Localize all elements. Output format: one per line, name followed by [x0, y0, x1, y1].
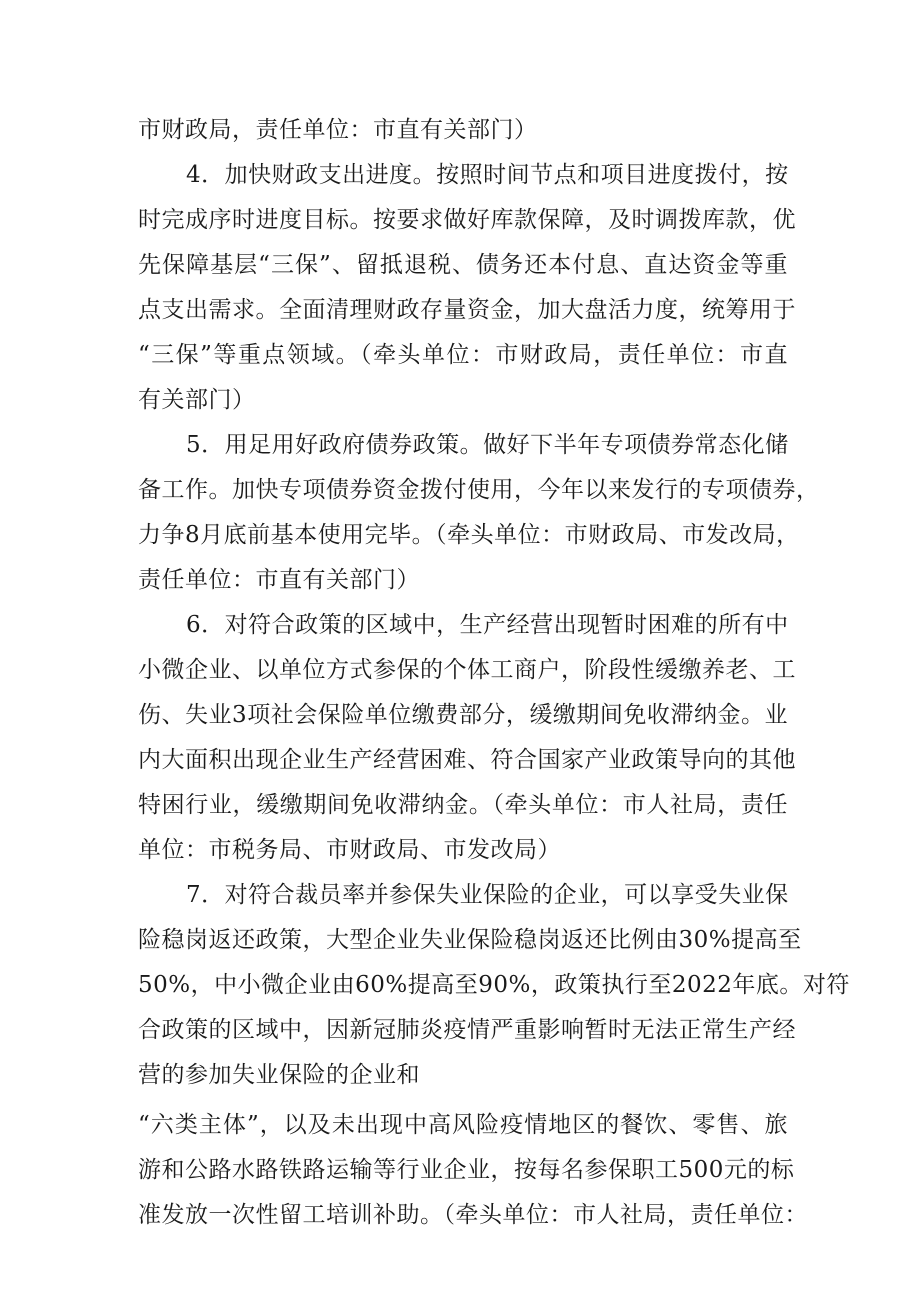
paragraph-4-heading-line: 4．加快财政支出进度。按照时间节点和项目进度拨付，按 [186, 162, 789, 188]
text-line: 市财政局，责任单位：市直有关部门） [138, 117, 538, 143]
text-line: “三保”等重点领域。（牵头单位：市财政局，责任单位：市直 [138, 342, 788, 368]
text-line: 力争8月底前基本使用完毕。（牵头单位：市财政局、市发改局， [138, 522, 800, 548]
text-line: 备工作。加快专项债券资金拨付使用，今年以来发行的专项债券， [138, 477, 820, 503]
text-line: 责任单位：市直有关部门） [138, 567, 420, 593]
text-line: 伤、失业3项社会保险单位缴费部分，缓缴期间免收滞纳金。业 [138, 702, 788, 728]
paragraph-5-heading-line: 5．用足用好政府债券政策。做好下半年专项债券常态化储 [186, 432, 789, 458]
text-line: 内大面积出现企业生产经营困难、符合国家产业政策导向的其他 [138, 747, 796, 773]
text-line: 合政策的区域中，因新冠肺炎疫情严重影响暂时无法正常生产经 [138, 1017, 796, 1043]
text-line: 营的参加失业保险的企业和 [138, 1062, 420, 1088]
paragraph-6-heading-line: 6．对符合政策的区域中，生产经营出现暂时困难的所有中 [186, 612, 789, 638]
text-line: 50%，中小微企业由60%提高至90%，政策执行至2022年底。对符 [138, 972, 850, 998]
text-line: “六类主体”，以及未出现中高风险疫情地区的餐饮、零售、旅 [138, 1112, 788, 1138]
text-line: 时完成序时进度目标。按要求做好库款保障，及时调拨库款，优 [138, 207, 796, 233]
text-line: 点支出需求。全面清理财政存量资金，加大盘活力度，统筹用于 [138, 297, 796, 323]
text-line: 险稳岗返还政策，大型企业失业保险稳岗返还比例由30%提高至 [138, 927, 802, 953]
text-line: 小微企业、以单位方式参保的个体工商户，阶段性缓缴养老、工 [138, 657, 796, 683]
text-line: 特困行业，缓缴期间免收滞纳金。（牵头单位：市人社局，责任 [138, 792, 788, 818]
text-line: 游和公路水路铁路运输等行业企业，按每名参保职工500元的标 [138, 1157, 795, 1183]
text-line: 先保障基层“三保”、留抵退税、债务还本付息、直达资金等重 [138, 252, 788, 278]
paragraph-7-heading-line: 7．对符合裁员率并参保失业保险的企业，可以享受失业保 [186, 882, 789, 908]
text-line: 准发放一次性留工培训补助。（牵头单位：市人社局，责任单位： [138, 1202, 808, 1228]
text-line: 单位：市税务局、市财政局、市发改局） [138, 837, 561, 863]
text-line: 有关部门） [138, 387, 256, 413]
